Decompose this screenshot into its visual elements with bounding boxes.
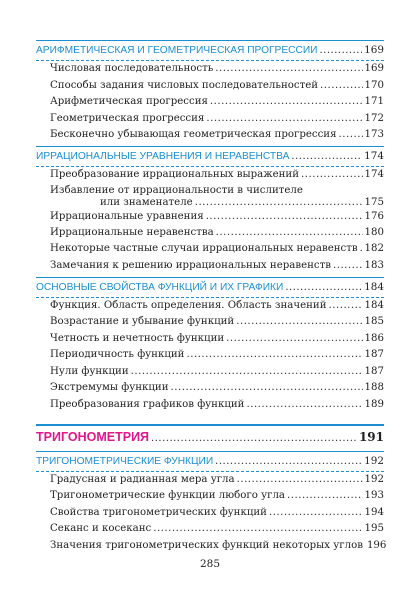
leader-dots: [215, 63, 362, 74]
toc-entry[interactable]: [50, 490, 384, 501]
entry-title: Возрастание и убывание функций: [50, 316, 235, 327]
leader-dots: [339, 129, 363, 140]
toc-entry[interactable]: [50, 333, 384, 344]
toc-entry[interactable]: [50, 507, 384, 518]
toc-entry[interactable]: [50, 243, 384, 254]
section-top-rule: [36, 40, 384, 41]
section-title: ОСНОВНЫЕ СВОЙСТВА ФУНКЦИЙ И ИХ ГРАФИКИ: [36, 282, 284, 293]
entry-title: Периодичность функций: [50, 349, 185, 360]
section-title: ТРИГОНОМЕТРИЧЕСКИЕ ФУНКЦИИ: [36, 456, 214, 467]
entry-title: Арифметическая прогрессия: [50, 96, 208, 107]
entry-page: 173: [364, 129, 384, 140]
toc-part[interactable]: [36, 430, 384, 444]
entry-page: 170: [364, 80, 384, 91]
entry-page: 174: [364, 169, 384, 180]
leader-dots: [287, 490, 363, 501]
section-page: 169: [364, 44, 384, 56]
entry-title: Способы задания числовых последовательностей: [50, 80, 319, 91]
entry-page: 186: [364, 333, 384, 344]
toc-entry[interactable]: [50, 382, 384, 393]
toc-section[interactable]: [36, 281, 384, 293]
leader-dots: [206, 113, 362, 124]
entry-title: Числовая последовательность: [50, 63, 214, 74]
toc-entry[interactable]: [50, 349, 384, 360]
toc-entry[interactable]: [50, 399, 384, 410]
leader-dots: [269, 507, 363, 518]
entry-title: Тригонометрические функции любого угла: [50, 490, 285, 501]
entry-page: 187: [364, 366, 384, 377]
section-title: АРИФМЕТИЧЕСКАЯ И ГЕОМЕТРИЧЕСКАЯ ПРОГРЕССИИ: [36, 45, 318, 56]
section-page: 174: [364, 150, 384, 162]
entry-page: 189: [364, 399, 384, 410]
entry-title: Нули функции: [50, 366, 129, 377]
section-rule: [36, 297, 384, 298]
entry-title: Некоторые частные случаи иррациональных неравенств: [50, 243, 358, 254]
entry-page: 188: [364, 382, 384, 393]
entry-page: 169: [364, 63, 384, 74]
leader-dots: [285, 282, 362, 293]
leader-dots: [291, 151, 362, 162]
toc-entry[interactable]: [50, 129, 384, 140]
leader-dots: [151, 433, 357, 444]
leader-dots: [320, 45, 363, 56]
entry-page: 171: [364, 96, 384, 107]
entry-title: Секанс и косеканс: [50, 523, 152, 534]
leader-dots: [333, 260, 363, 271]
entry-page: 187: [364, 349, 384, 360]
section-top-rule: [36, 146, 384, 147]
part-top-rule: [36, 424, 384, 426]
entry-title: Преобразование иррациональных выражений: [50, 169, 299, 180]
entry-page: 182: [364, 243, 384, 254]
toc-entry[interactable]: [50, 63, 384, 74]
section-page: 192: [364, 455, 384, 467]
entry-page: 172: [364, 113, 384, 124]
part-page: 191: [358, 430, 384, 444]
leader-dots: [153, 523, 362, 534]
entry-page: 194: [364, 507, 384, 518]
toc-entry[interactable]: [50, 260, 384, 271]
leader-dots: [215, 456, 362, 467]
entry-page: 176: [364, 211, 384, 222]
toc-entry[interactable]: [50, 540, 387, 551]
leader-dots: [195, 197, 363, 208]
leader-dots: [226, 333, 362, 344]
entry-page: 192: [364, 474, 384, 485]
leader-dots: [216, 227, 363, 238]
entry-page: 185: [364, 316, 384, 327]
entry-title: Экстремумы функции: [50, 382, 169, 393]
leader-dots: [210, 96, 363, 107]
entry-title-line2: или знаменателе: [100, 197, 193, 208]
leader-dots: [320, 80, 363, 91]
toc-entry[interactable]: [50, 523, 384, 534]
leader-dots: [237, 474, 363, 485]
section-rule: [36, 471, 384, 472]
toc-entry[interactable]: [50, 211, 384, 222]
entry-page: 180: [364, 227, 384, 238]
leader-dots: [328, 300, 362, 311]
entry-title: Градусная и радианная мера угла: [50, 474, 235, 485]
entry-title: Преобразования графиков функций: [50, 399, 245, 410]
entry-page: 195: [364, 523, 384, 534]
entry-title: Свойства тригонометрических функций: [50, 507, 267, 518]
page-number: 285: [199, 558, 221, 570]
entry-title: Бесконечно убывающая геометрическая прогрессия: [50, 129, 337, 140]
toc-entry[interactable]: [50, 366, 384, 377]
toc-entry-two-line[interactable]: [50, 185, 384, 208]
leader-dots: [171, 382, 363, 393]
toc-entry[interactable]: [50, 169, 384, 180]
section-top-rule: [36, 277, 384, 278]
leader-dots: [206, 211, 363, 222]
entry-title: Геометрическая прогрессия: [50, 113, 205, 124]
toc-section[interactable]: [36, 44, 384, 56]
toc-section[interactable]: [36, 455, 384, 467]
leader-dots: [360, 243, 363, 254]
toc-entry[interactable]: [50, 96, 384, 107]
leader-dots: [246, 399, 362, 410]
toc-entry[interactable]: [50, 300, 384, 311]
entry-title: Замечания к решению иррациональных неравенств: [50, 260, 331, 271]
entry-page: 183: [364, 260, 384, 271]
entry-title: Функция. Область определения. Область значений: [50, 300, 327, 311]
section-title: ИРРАЦИОНАЛЬНЫЕ УРАВНЕНИЯ И НЕРАВЕНСТВА: [36, 151, 290, 162]
toc-entry[interactable]: [50, 113, 384, 124]
entry-title-line1: Избавление от иррациональности в числителе: [50, 185, 303, 196]
toc-entry[interactable]: [50, 80, 384, 91]
entry-page: 175: [364, 197, 384, 208]
toc-entry[interactable]: [50, 227, 384, 238]
entry-title: Иррациональные неравенства: [50, 227, 214, 238]
section-page: 184: [364, 281, 384, 293]
entry-page: 184: [364, 300, 384, 311]
entry-page: 196: [366, 540, 387, 551]
entry-title: Четность и нечетность функции: [50, 333, 225, 344]
leader-dots: [131, 366, 363, 377]
entry-title: Иррациональные уравнения: [50, 211, 204, 222]
leader-dots: [236, 316, 362, 327]
entry-page: 193: [364, 490, 384, 501]
toc-entry[interactable]: [50, 316, 384, 327]
section-rule: [36, 60, 384, 61]
leader-dots: [186, 349, 362, 360]
section-rule: [36, 166, 384, 167]
toc-entry[interactable]: [50, 474, 384, 485]
part-title: ТРИГОНОМЕТРИЯ: [36, 430, 150, 444]
toc-section[interactable]: [36, 150, 384, 162]
leader-dots: [301, 169, 363, 180]
section-top-rule: [36, 451, 384, 452]
entry-title: Значения тригонометрических функций некоторых углов: [50, 540, 363, 551]
